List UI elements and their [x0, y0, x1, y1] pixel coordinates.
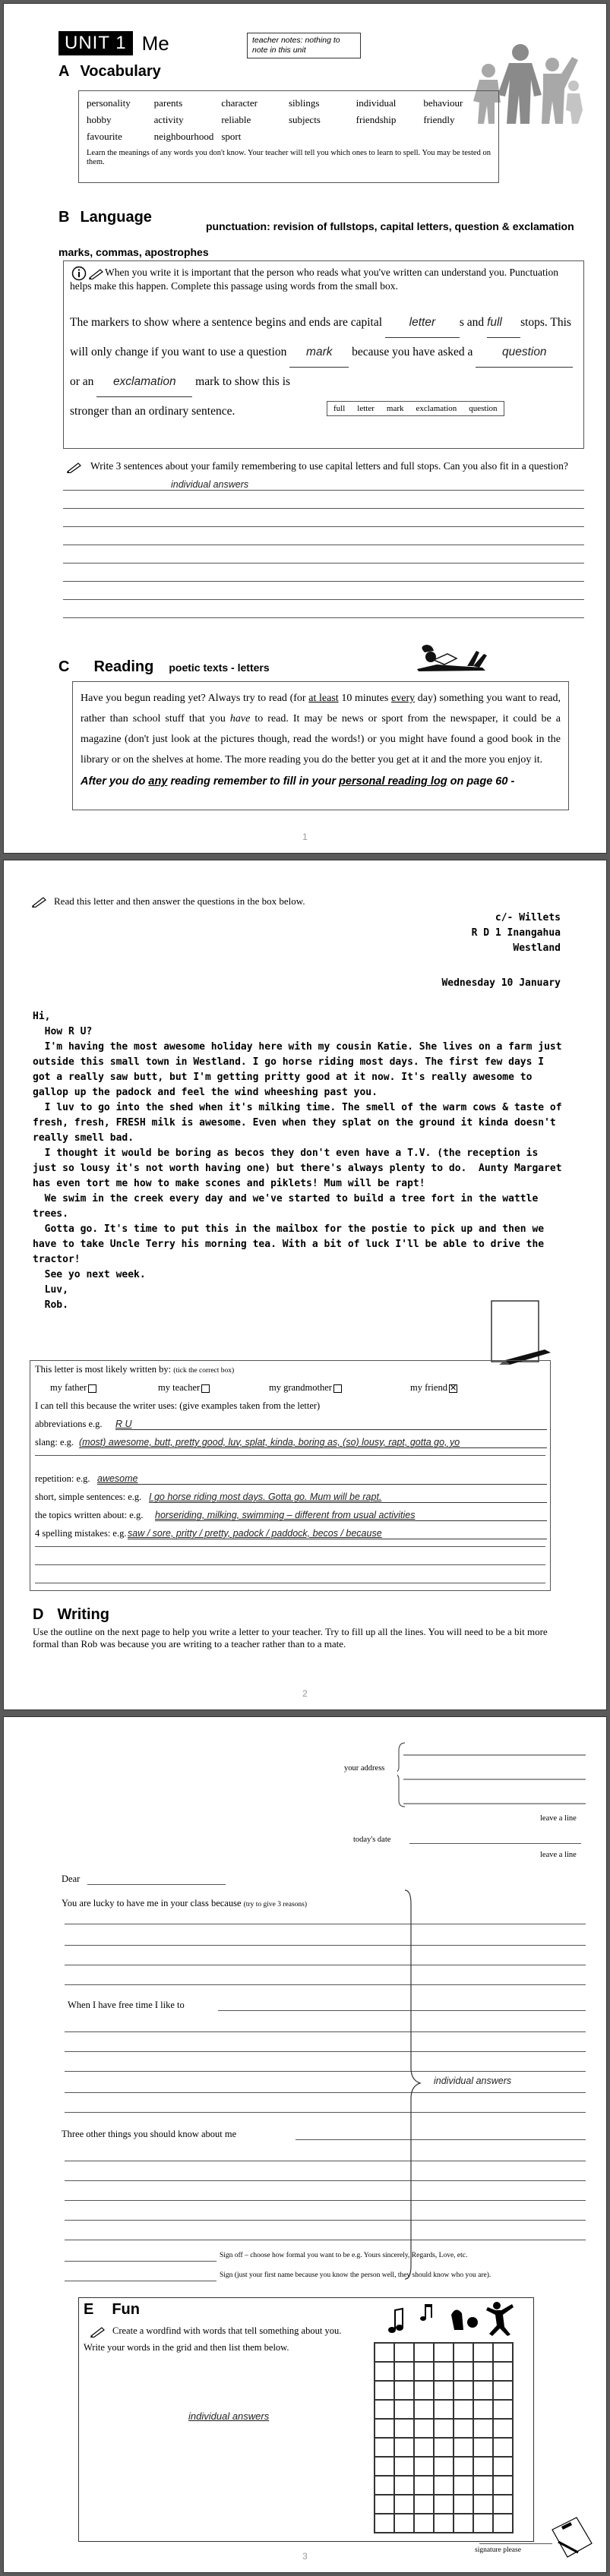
wordfind-cell[interactable] [375, 2514, 394, 2533]
wordfind-cell[interactable] [375, 2495, 394, 2514]
wordfind-cell[interactable] [473, 2438, 493, 2457]
fun-title: Fun [112, 2301, 140, 2318]
writing-line[interactable] [65, 2200, 586, 2201]
wordfind-cell[interactable] [473, 2381, 493, 2400]
wordfind-cell[interactable] [493, 2362, 513, 2381]
address-line: c/- Willets [495, 912, 561, 923]
vocab-word: favourite [87, 131, 122, 142]
lucky-text: You are lucky to have me in your class because [62, 1898, 242, 1908]
fun-instruction-2: Write your words in the grid and then list them below. [84, 2342, 289, 2353]
wordfind-cell[interactable] [454, 2419, 473, 2438]
reading-log-reminder [81, 772, 561, 792]
letter-paragraph: Rob. [33, 1299, 68, 1311]
letter-paragraph: We swim in the creek every day and we've started to build a tree fort in the wattle trees. [33, 1193, 545, 1220]
wordfind-cell[interactable] [434, 2381, 454, 2400]
page-number: 1 [302, 832, 308, 842]
writing-line[interactable] [63, 599, 584, 600]
letter-paragraph: See yo next week. [33, 1269, 146, 1280]
wordbox-word: mark [386, 404, 404, 413]
teacher-note: teacher notes: nothing to note in this unit [247, 33, 361, 58]
option-label: my friend [410, 1382, 447, 1393]
lucky-prompt [62, 1898, 307, 1909]
your-address-label: your address [344, 1764, 385, 1773]
slang-answer[interactable]: (most) awesome, butt, pretty good, luv, splat, kinda, boring as, (so) lousy, rapt, gotta go, yo [79, 1437, 547, 1448]
spell-label: 4 spelling mistakes: e.g. [35, 1528, 127, 1539]
vocab-word: friendship [356, 114, 397, 125]
reading-log-link[interactable]: personal reading log [339, 775, 447, 788]
option-label: my teacher [158, 1382, 201, 1393]
rep-label: repetition: e.g. [35, 1473, 90, 1484]
brace-answer: individual answers [434, 2076, 512, 2086]
answer-line[interactable] [35, 1546, 545, 1547]
writing-line[interactable] [63, 526, 584, 527]
writing-title: Writing [57, 1606, 109, 1623]
writing-line[interactable] [218, 2010, 586, 2011]
worksheet-page-2 [3, 860, 607, 1710]
vocab-word-grid [87, 97, 491, 143]
wordfind-cell[interactable] [454, 2438, 473, 2457]
wordfind-cell[interactable] [493, 2400, 513, 2419]
letter-paragraph: I thought it would be boring as becos they don't even have a T.V. (the reception is just so lousy it's not worth having one) but there's always plenty to do. Aunty Margaret has even tort me how to make scones and piklets! Mum will be rapt! [33, 1148, 568, 1189]
free-time-prompt: When I have free time I like to [68, 2000, 185, 2010]
wordfind-cell[interactable] [414, 2362, 434, 2381]
wordfind-cell[interactable] [375, 2400, 394, 2419]
writing-line[interactable] [65, 2051, 586, 2052]
letter-paragraph: I luv to go into the shed when it's milking time. The smell of the warm cows & taste of fresh, fresh, FRESH milk is awesome. Even when they splat on the ground it kinda doesn't really smell bad. [33, 1102, 568, 1144]
punctuation-box [63, 260, 584, 449]
question-text: This letter is most likely written by: [35, 1364, 172, 1375]
reading-subtitle: poetic texts - letters [169, 661, 270, 674]
vocab-heading [58, 63, 161, 80]
wordfind-cell[interactable] [414, 2514, 434, 2533]
wordfind-cell[interactable] [394, 2362, 414, 2381]
wordfind-cell[interactable] [414, 2438, 434, 2457]
language-letter: B [58, 209, 70, 226]
sign-note: Sign (just your first name because you know the person well, they should know who you are). [220, 2271, 491, 2279]
writing-line[interactable] [65, 2180, 586, 2181]
vocab-word: parents [153, 97, 183, 109]
wordfind-cell[interactable] [394, 2419, 414, 2438]
wordfind-cell[interactable] [394, 2438, 414, 2457]
wordfind-cell[interactable] [394, 2400, 414, 2419]
leave-line-label: leave a line [540, 1851, 577, 1859]
address-line: Westland [513, 942, 561, 954]
signature-line[interactable] [479, 2543, 552, 2544]
three-things-prompt: Three other things you should know about me [62, 2129, 237, 2139]
wordfind-cell[interactable] [434, 2343, 454, 2362]
passage-text: stronger than an ordinary sentence. [70, 405, 235, 418]
writing-line[interactable] [63, 508, 584, 509]
writing-line[interactable] [65, 1984, 586, 1985]
fun-heading [84, 2301, 140, 2319]
wordfind-cell[interactable] [414, 2476, 434, 2495]
writing-line[interactable] [296, 2139, 586, 2140]
wordfind-cell[interactable] [434, 2400, 454, 2419]
reading-letter: C [58, 658, 70, 675]
wordfind-cell[interactable] [454, 2514, 473, 2533]
wordfind-cell[interactable] [454, 2400, 473, 2419]
question-because: I can tell this because the writer uses: (give examples taken from the letter) [35, 1400, 321, 1411]
passage-text: stops. This will only change if you want to use a question [70, 316, 571, 358]
wordfind-cell[interactable] [414, 2343, 434, 2362]
writer-option[interactable] [269, 1382, 342, 1394]
reading-text: day) something you want to read, rather than school stuff that you [81, 693, 561, 724]
wordfind-cell[interactable] [473, 2476, 493, 2495]
passage-text: or an [70, 375, 94, 388]
reading-girl-image [414, 643, 490, 672]
writing-line[interactable] [63, 581, 584, 582]
wordfind-cell[interactable] [394, 2457, 414, 2476]
reminder-emph: any [148, 775, 168, 788]
answer-mark[interactable]: mark [289, 338, 349, 368]
vocab-title: Vocabulary [80, 63, 161, 80]
punctuation-intro: When you write it is important that the person who reads what you've written can understand you. Punctuation helps make this happen. Complete this passage using words from the small box. [70, 267, 559, 292]
pencil-write-icon [66, 461, 83, 473]
wordfind-cell[interactable] [493, 2343, 513, 2362]
wordfind-cell[interactable] [493, 2381, 513, 2400]
unit-title: Me [141, 31, 169, 55]
word-box [327, 401, 504, 416]
wordfind-grid [374, 2342, 514, 2533]
rep-answer[interactable]: awesome [97, 1473, 547, 1485]
page-number: 3 [302, 2551, 308, 2562]
wordfind-cell[interactable] [473, 2362, 493, 2381]
pencil-write-icon [88, 267, 105, 279]
writing-instructions: Use the outline on the next page to help you write a letter to your teacher. Try to fill up all the lines. You will need to be a bit more formal than Rob was because you are writing to a teacher rather than to a mate. [33, 1626, 548, 1649]
reading-text: Have you begun reading yet? Always try to read (for [81, 693, 306, 704]
writing-line[interactable] [63, 490, 584, 491]
wordfind-cell[interactable] [473, 2343, 493, 2362]
writing-line[interactable] [65, 2031, 586, 2032]
abbrev-answer[interactable]: R U [115, 1419, 547, 1430]
fun-instruction-1: Create a wordfind with words that tell something about you. [112, 2325, 342, 2336]
wordfind-cell[interactable] [454, 2343, 473, 2362]
dear-label: Dear [62, 1874, 81, 1884]
letter-paragraph: Luv, [33, 1284, 68, 1296]
wordfind-cell[interactable] [493, 2476, 513, 2495]
letter-date: Wednesday 10 January [441, 977, 561, 989]
info-icon [71, 266, 87, 281]
wordfind-cell[interactable] [454, 2476, 473, 2495]
wordfind-cell[interactable] [434, 2419, 454, 2438]
topics-answer[interactable]: horseriding, milking, swimming – different from usual activities [155, 1510, 547, 1521]
reading-box [72, 681, 569, 810]
writer-option[interactable] [50, 1382, 96, 1394]
answer-full[interactable]: full [487, 308, 520, 338]
passage-text: The markers to show where a sentence begins and ends are capital [70, 316, 383, 329]
wordfind-cell[interactable] [473, 2514, 493, 2533]
wordfind-cell[interactable] [454, 2457, 473, 2476]
letter-paragraph: How R U? [33, 1026, 93, 1037]
spell-answer[interactable]: saw / sore, pritty / pretty, padock / paddock, becos / because [128, 1528, 547, 1539]
wordfind-cell[interactable] [454, 2381, 473, 2400]
option-checkbox[interactable] [201, 1384, 210, 1393]
worksheet-page-1 [3, 3, 607, 854]
reading-text: 10 minutes [341, 693, 389, 704]
wordfind-cell[interactable] [493, 2438, 513, 2457]
wordfind-cell[interactable] [414, 2381, 434, 2400]
wordbox-word: question [469, 404, 498, 413]
wordfind-cell[interactable] [394, 2495, 414, 2514]
wordfind-cell[interactable] [454, 2362, 473, 2381]
wordfind-cell[interactable] [434, 2476, 454, 2495]
passage-text: s and [459, 316, 485, 329]
dear-name-line[interactable] [87, 1884, 226, 1885]
language-subtitle: punctuation: revision of fullstops, capital letters, question & exclamation marks, commas, apostrophes [58, 220, 574, 258]
date-line[interactable] [409, 1843, 581, 1844]
wordfind-cell[interactable] [454, 2495, 473, 2514]
todays-date-label: today's date [353, 1836, 391, 1844]
writing-heading [33, 1606, 109, 1624]
wordfind-cell[interactable] [394, 2476, 414, 2495]
language-title: Language [80, 209, 152, 226]
letter-greeting: Hi, [33, 1011, 51, 1022]
answer-line[interactable] [35, 1564, 545, 1565]
short-answer[interactable]: I go horse riding most days. Gotta go. Mum will be rapt. [149, 1492, 547, 1503]
wordfind-cell[interactable] [434, 2457, 454, 2476]
unit-header [58, 31, 169, 55]
pencil-write-icon [90, 2325, 106, 2338]
wordfind-cell[interactable] [434, 2362, 454, 2381]
vocab-word: siblings [288, 97, 320, 109]
option-label: my grandmother [269, 1382, 332, 1393]
slang-label: slang: e.g. [35, 1437, 74, 1447]
reading-emph: at least [308, 693, 339, 704]
reading-title: Reading [93, 658, 154, 675]
wordfind-cell[interactable] [394, 2514, 414, 2533]
writer-option[interactable] [410, 1382, 457, 1394]
reading-heading [58, 658, 270, 676]
leave-line-label: leave a line [540, 1814, 577, 1823]
wordfind-cell[interactable] [375, 2419, 394, 2438]
question-writer [35, 1364, 234, 1375]
writing-line[interactable] [65, 2112, 586, 2113]
vocab-word: sport [221, 131, 242, 142]
reading-emph: every [391, 693, 416, 704]
vocab-word: subjects [288, 114, 321, 125]
reading-text: to read. It may be news or sport from the newspaper, it could be a magazine (don't just look at the pictures though, read the words!) or you might have found a good book in the library or on the shelves at home. The more reading you do the better you get at it and the more you enjoy it. [81, 713, 561, 766]
unit-label: UNIT 1 [58, 31, 133, 55]
answer-question[interactable]: question [476, 338, 573, 368]
vocab-word: friendly [423, 114, 455, 125]
brace [403, 1889, 426, 2281]
vocab-letter: A [58, 63, 70, 80]
vocab-word: behaviour [423, 97, 463, 109]
questions-box [30, 1360, 551, 1591]
wordfind-cell[interactable] [414, 2495, 434, 2514]
page-number: 2 [302, 1688, 308, 1699]
pencil-write-icon [31, 895, 48, 908]
worksheet-page-3 [3, 1716, 607, 2573]
writer-option[interactable] [158, 1382, 210, 1394]
writing-line[interactable] [65, 2092, 586, 2093]
family-task: Write 3 sentences about your family remembering to use capital letters and full stops. Can you also fit in a question? [90, 460, 568, 472]
wordfind-cell[interactable] [434, 2438, 454, 2457]
reminder-text: reading remember to fill in your [170, 775, 336, 788]
option-checkbox[interactable] [449, 1384, 457, 1393]
wordbox-word: full [333, 404, 346, 413]
wordfind-cell[interactable] [375, 2438, 394, 2457]
wordfind-cell[interactable] [493, 2514, 513, 2533]
wordfind-cell[interactable] [493, 2419, 513, 2438]
wordfind-cell[interactable] [473, 2495, 493, 2514]
fun-letter: E [84, 2301, 94, 2318]
wordfind-cell[interactable] [375, 2343, 394, 2362]
wordfind-cell[interactable] [414, 2419, 434, 2438]
lucky-hint: (try to give 3 reasons) [243, 1901, 308, 1908]
wordfind-cell[interactable] [493, 2457, 513, 2476]
writing-line[interactable] [63, 563, 584, 564]
option-checkbox[interactable] [333, 1384, 342, 1393]
writing-line[interactable] [65, 2220, 586, 2221]
wordfind-cell[interactable] [414, 2400, 434, 2419]
address-lines [397, 1740, 587, 1811]
option-label: my father [50, 1382, 87, 1393]
passage-text: mark to show this is [195, 375, 291, 388]
fun-answer: individual answers [188, 2410, 270, 2422]
vocab-word: personality [87, 97, 131, 109]
wordfind-cell[interactable] [375, 2381, 394, 2400]
letter-paragraph: I'm having the most awesome holiday here with my cousin Katie. She lives on a farm just outside this small town in Westland. I go horse riding most days. The first few days I got a really saw butt, but I'm getting pritty good at it now. It's really awesome to gallop up the padock and feel the wind wheeshing past you. [33, 1041, 568, 1098]
letter-body [33, 1024, 568, 1313]
short-label: short, simple sentences: e.g. [35, 1492, 142, 1502]
letter-instruction: Read this letter and then answer the questions in the box below. [54, 895, 305, 907]
answer-line[interactable] [35, 1455, 545, 1456]
wordbox-word: exclamation [416, 404, 457, 413]
wordfind-cell[interactable] [473, 2419, 493, 2438]
signoff-line[interactable] [65, 2261, 217, 2262]
wordfind-cell[interactable] [394, 2381, 414, 2400]
wordfind-cell[interactable] [375, 2457, 394, 2476]
vocab-word: reliable [221, 114, 251, 125]
wordbox-word: letter [357, 404, 375, 413]
question-hint: (tick the correct box) [173, 1367, 235, 1375]
answer-letter[interactable]: letter [385, 308, 460, 338]
wordfind-cell[interactable] [493, 2495, 513, 2514]
task-answer: individual answers [171, 479, 249, 490]
address-line: R D 1 Inangahua [471, 927, 561, 939]
answer-exclamation[interactable]: exclamation [96, 368, 192, 397]
signature-label: signature please [475, 2546, 521, 2554]
reading-emph: have [229, 713, 251, 724]
option-checkbox[interactable] [88, 1384, 96, 1393]
hobby-icons [383, 2300, 527, 2339]
wordfind-cell[interactable] [434, 2495, 454, 2514]
topics-label: the topics written about: e.g. [35, 1510, 144, 1520]
fun-box [78, 2297, 534, 2542]
vocab-word: individual [356, 97, 397, 109]
vocab-box [78, 90, 499, 183]
vocab-word: activity [153, 114, 184, 125]
wordfind-cell[interactable] [434, 2514, 454, 2533]
wordfind-cell[interactable] [375, 2362, 394, 2381]
writing-line[interactable] [65, 2071, 586, 2072]
passage-text: because you have asked a [352, 346, 473, 358]
reminder-text: on page 60 - [450, 775, 515, 788]
wordfind-cell[interactable] [473, 2400, 493, 2419]
letter-address [472, 911, 561, 956]
wordfind-cell[interactable] [473, 2457, 493, 2476]
vocab-word: hobby [87, 114, 112, 125]
reminder-text: After you do [81, 775, 146, 788]
signoff-note: Sign off – choose how formal you want to be e.g. Yours sincerely, Regards, Love, etc. [220, 2252, 468, 2259]
vocab-word: character [221, 97, 258, 109]
writing-line[interactable] [65, 1945, 586, 1946]
writing-line[interactable] [63, 617, 584, 618]
wordfind-cell[interactable] [414, 2457, 434, 2476]
wordfind-cell[interactable] [375, 2476, 394, 2495]
wordfind-cell[interactable] [394, 2343, 414, 2362]
abbrev-label: abbreviations e.g. [35, 1419, 103, 1429]
writing-letter: D [33, 1606, 44, 1623]
vocab-note: Learn the meanings of any words you don't know. Your teacher will tell you which ones to learn to spell. You may be tested on them. [87, 149, 491, 166]
vocab-word: neighbourhood [153, 131, 214, 142]
letter-paragraph: Gotta go. It's time to put this in the mailbox for the postie to pick up and then we have to take Uncle Terry his morning tea. With a bit of luck I'll be able to drive the tractor! [33, 1223, 550, 1265]
